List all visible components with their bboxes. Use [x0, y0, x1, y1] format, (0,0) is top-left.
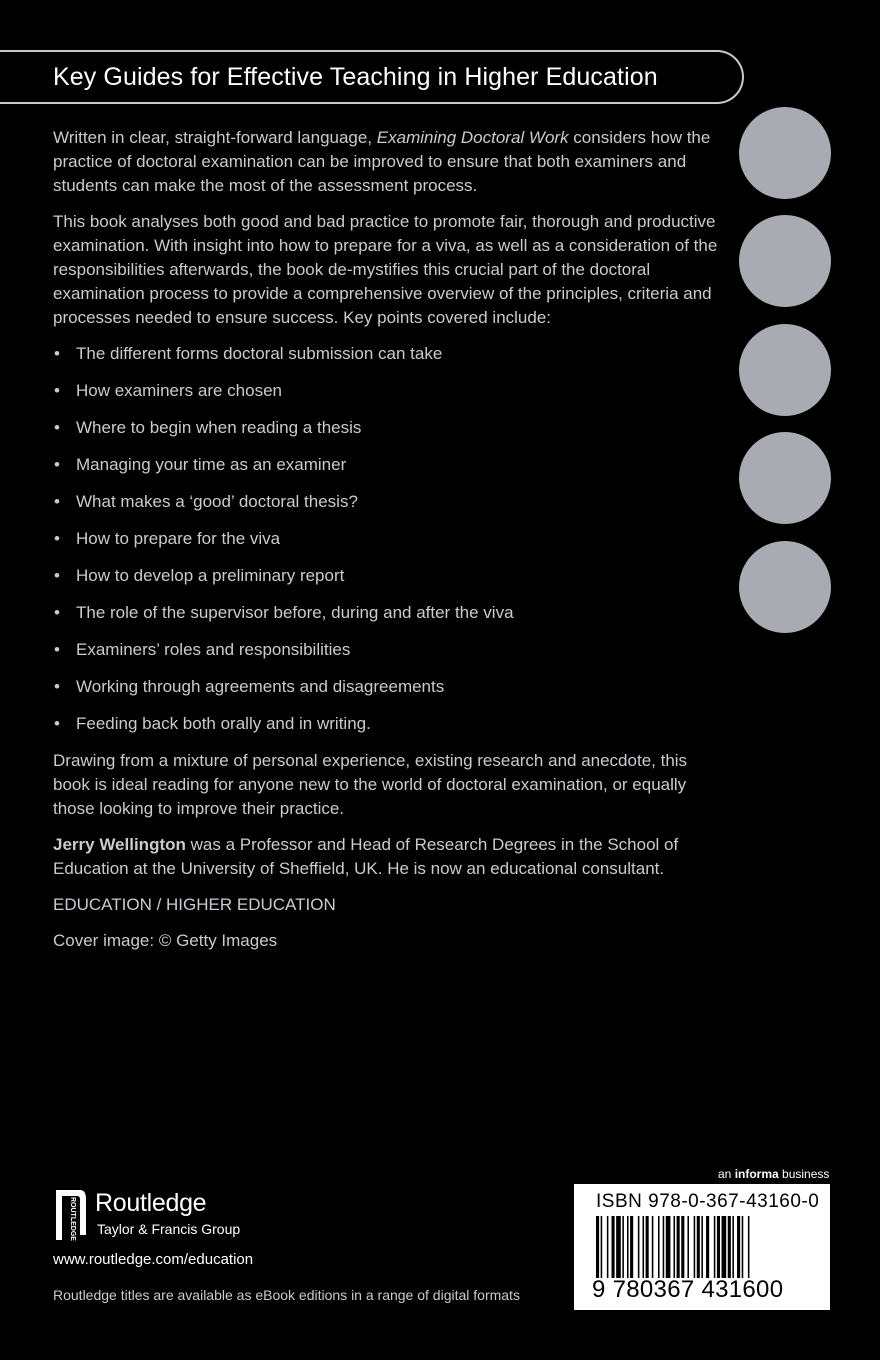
- decorative-circle: [739, 107, 831, 199]
- barcode-bar: [663, 1216, 665, 1278]
- barcode-bar: [706, 1216, 709, 1278]
- routledge-mark-text: ROUTLEDGE: [69, 1197, 76, 1241]
- barcode-bar: [722, 1216, 727, 1278]
- list-item: • How to develop a preliminary report: [53, 564, 725, 588]
- ebook-note: Routledge titles are available as eBook editions in a range of digital formats: [53, 1287, 520, 1303]
- barcode-bar: [728, 1216, 731, 1278]
- decorative-circle: [739, 215, 831, 307]
- barcode-bar: [612, 1216, 615, 1278]
- barcode-bar: [714, 1216, 716, 1278]
- barcode-icon: [596, 1216, 812, 1278]
- barcode-bar: [627, 1216, 629, 1278]
- publisher-website: www.routledge.com/education: [53, 1251, 254, 1268]
- series-banner: [0, 50, 744, 104]
- barcode-bar: [652, 1216, 654, 1278]
- list-item: • Where to begin when reading a thesis: [53, 416, 725, 440]
- decorative-circle: [739, 432, 831, 524]
- barcode-bar: [638, 1216, 640, 1278]
- list-item: • What makes a ‘good’ doctoral thesis?: [53, 490, 725, 514]
- author-name: Jerry Wellington: [53, 835, 186, 854]
- isbn-label: ISBN 978-0-367-43160-0: [596, 1191, 820, 1212]
- list-item: • How to prepare for the viva: [53, 527, 725, 551]
- list-item: • The role of the supervisor before, during and after the viva: [53, 601, 725, 625]
- routledge-logo: [53, 1187, 293, 1247]
- decorative-circle: [739, 324, 831, 416]
- routledge-mark-icon: [53, 1187, 87, 1243]
- barcode-bar: [658, 1216, 660, 1278]
- barcode-bar: [630, 1216, 633, 1278]
- barcode-bar: [742, 1216, 744, 1278]
- author-bio: Jerry Wellington was a Professor and Head of Research Degrees in the School of Education at the University of Sheffield, UK. He is now an educational consultant.: [53, 835, 679, 878]
- barcode-bar: [677, 1216, 680, 1278]
- book-title: Examining Doctoral Work: [376, 128, 569, 147]
- intro-paragraph: Written in clear, straight-forward language, Examining Doctoral Work considers how the practice of doctoral examination can be improved to ensure that both examiners and students can make the most of the assessment process.: [53, 128, 711, 195]
- barcode-bar: [681, 1216, 684, 1278]
- list-item: • Managing your time as an examiner: [53, 453, 725, 477]
- barcode-bar: [674, 1216, 676, 1278]
- list-item: • The different forms doctoral submission can take: [53, 342, 725, 366]
- cover-credit: Cover image: © Getty Images: [53, 931, 278, 950]
- barcode-bar: [717, 1216, 720, 1278]
- publisher-name: Routledge: [95, 1189, 207, 1217]
- barcode-bar: [601, 1216, 603, 1278]
- barcode-bar: [694, 1216, 696, 1278]
- barcode-bar: [646, 1216, 649, 1278]
- publisher-group: Taylor & Francis Group: [97, 1221, 241, 1237]
- barcode-bar: [701, 1216, 703, 1278]
- barcode-bar: [607, 1216, 609, 1278]
- informa-tagline: an informa business: [718, 1167, 830, 1181]
- subject-category: EDUCATION / HIGHER EDUCATION: [53, 895, 336, 914]
- barcode-bar: [732, 1216, 734, 1278]
- decorative-circle: [739, 541, 831, 633]
- barcode-bar: [643, 1216, 645, 1278]
- isbn-barcode-box: [574, 1184, 830, 1310]
- description-paragraph: This book analyses both good and bad practice to promote fair, thorough and productive examination. With insight into how to prepare for a viva, as well as a consideration of the responsibilities afterwards, the book de-mystifies this crucial part of the doctoral examination process to provide a comprehensive overview of the principles, criteria and processes needed to ensure success. Key points covered include:: [53, 212, 718, 327]
- key-points-list: [53, 342, 725, 736]
- barcode-bar: [622, 1216, 624, 1278]
- barcode-bar: [687, 1216, 689, 1278]
- list-item: • Working through agreements and disagreements: [53, 675, 725, 699]
- barcode-bar: [697, 1216, 700, 1278]
- barcode-bar: [737, 1216, 740, 1278]
- closing-paragraph: Drawing from a mixture of personal experience, existing research and anecdote, this book is ideal reading for anyone new to the world of doctoral examination, or equally those looking to improve their practice.: [53, 751, 688, 818]
- barcode-bar: [748, 1216, 750, 1278]
- blurb: [53, 126, 725, 965]
- list-item: • Examiners’ roles and responsibilities: [53, 638, 725, 662]
- list-item: • Feeding back both orally and in writing.: [53, 712, 725, 736]
- barcode-bar: [596, 1216, 599, 1278]
- series-title: Key Guides for Effective Teaching in Higher Education: [53, 63, 658, 91]
- isbn-digits: 9 780367 431600: [592, 1276, 784, 1303]
- barcode-bar: [616, 1216, 621, 1278]
- barcode-bar: [666, 1216, 671, 1278]
- list-item: • How examiners are chosen: [53, 379, 725, 403]
